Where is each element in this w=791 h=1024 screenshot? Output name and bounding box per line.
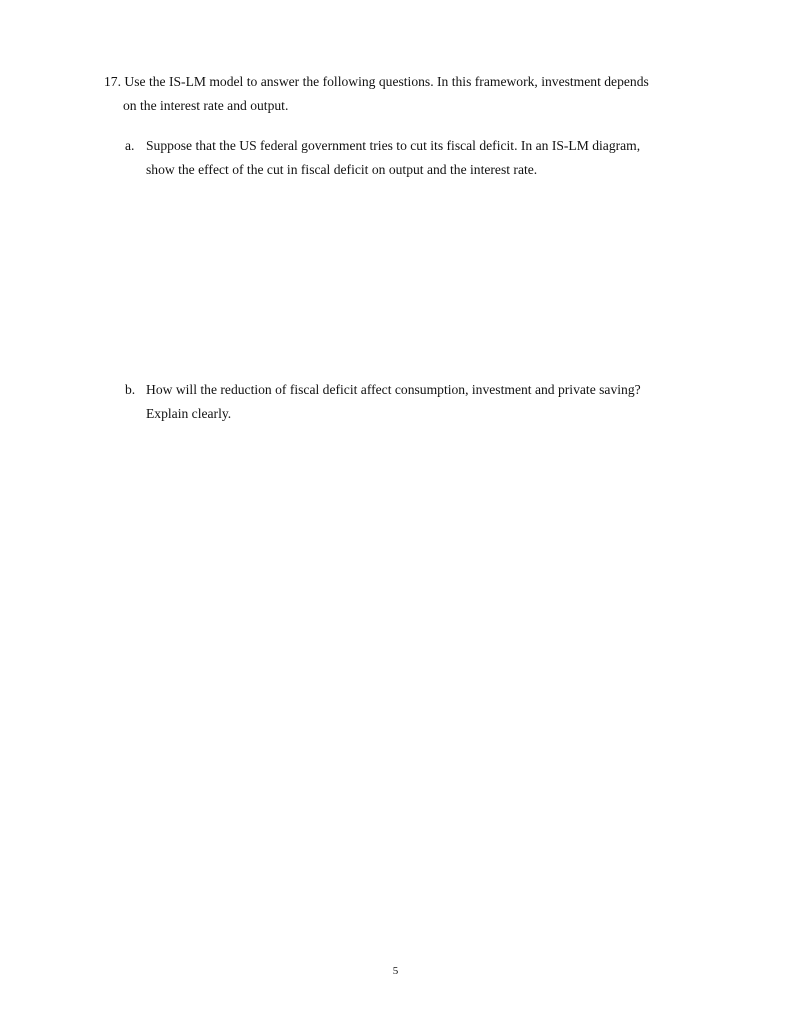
question-intro-line-1 bbox=[104, 70, 704, 94]
question-intro-text-1: Use the IS-LM model to answer the following questions. In this framework, investment depends bbox=[124, 74, 649, 89]
question-part-b bbox=[125, 378, 705, 426]
part-a-marker: a. bbox=[125, 138, 135, 153]
part-a-line-1: Suppose that the US federal government tries to cut its fiscal deficit. In an IS-LM diagram, bbox=[146, 138, 641, 153]
part-b-marker: b. bbox=[125, 382, 136, 397]
part-b-line-1: How will the reduction of fiscal deficit affect consumption, investment and private saving? bbox=[146, 382, 641, 397]
part-b-line-2: Explain clearly. bbox=[146, 406, 232, 421]
question-part-a bbox=[125, 134, 705, 182]
page-number: 5 bbox=[392, 965, 399, 977]
part-b-text bbox=[146, 378, 705, 426]
part-a-text bbox=[146, 134, 705, 182]
question-17 bbox=[104, 70, 704, 118]
question-number: 17. bbox=[104, 74, 121, 89]
question-intro-line-2: on the interest rate and output. bbox=[123, 98, 289, 113]
part-a-line-2: show the effect of the cut in fiscal deficit on output and the interest rate. bbox=[146, 162, 538, 177]
